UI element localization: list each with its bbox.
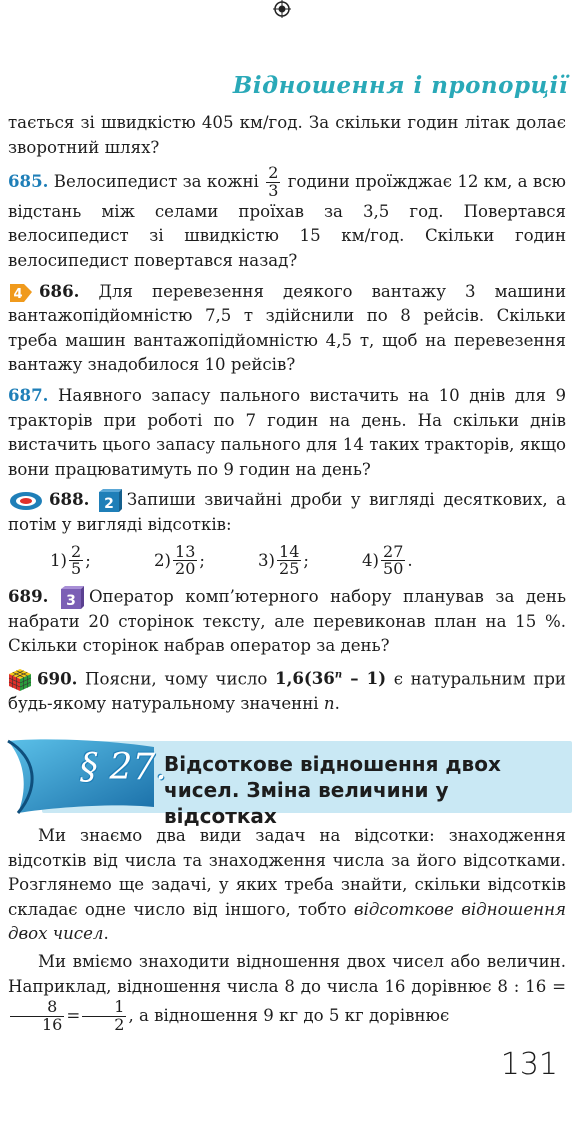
expression-tail: – 1) [342,668,387,689]
task-text: є натуральним при будь-якому натуральному значенні [8,669,566,713]
paragraph-text: Ми знаємо два види задач на відсотки: знаходження відсотків від числа та знаходження числа за його відсотками. Розглянемо ще задачі, у яких треба знайти, скільки відсотків складає одне число від іншого, тобто [8,826,566,919]
task-text: Оператор комп’ютерного набору планував за день набрати 20 сторінок тексту, але перевиконав план на 15 %. Скільки сторінок набрав оператор за день? [8,587,566,656]
list-item [154,541,258,579]
numerator: 2 [268,163,279,183]
badge-number: 2 [104,495,114,512]
fraction-list [50,541,566,579]
paragraph-text: , а відношення 9 кг до 5 кг дорівнює [128,1005,450,1025]
denominator: 25 [279,559,300,579]
task-number: 690. [37,668,78,689]
task-text: Велосипедист за кожні [53,171,259,191]
task-number: 685. [8,170,49,191]
section-title-line: Відсоткове відношення двох [164,752,501,776]
denominator: 20 [175,559,196,579]
paragraph [8,950,566,1034]
item-label: 3) [258,550,276,570]
denominator: 2 [114,1014,125,1034]
numerator: 14 [279,541,300,561]
section-title [164,751,566,829]
task-number: 686. [39,280,80,301]
fraction [10,999,64,1034]
rubiks-cube-icon [8,668,32,692]
fraction [381,541,405,579]
list-item [258,541,362,579]
variable: n [323,694,335,713]
task-text: Наявного запасу пального вистачить на 10 днів для 9 тракторів при роботі по 7 годин на день. На скільки днів вистачить цього запасу пального для 14 таких тракторів, якщо вони працюватимуть по 9 годин на день? [8,385,566,479]
section-body [8,824,566,1034]
badge-number: 3 [66,592,76,609]
task-689 [8,584,566,659]
numerator: 8 [10,999,64,1017]
separator: ; [303,550,309,570]
fraction [266,165,280,200]
punctuation: . [103,924,109,944]
task-687 [8,383,566,482]
task-text: Поясни, чому число [85,669,268,689]
denominator: 16 [42,1014,63,1034]
badge-number: 4 [13,287,23,303]
fraction [69,541,83,579]
task-690 [8,664,566,717]
denominator: 3 [268,180,279,200]
punctuation: . [334,694,340,713]
section-number-value: 27. [109,747,167,788]
intro-text: тається зі швидкістю 405 км/год. За скільки годин літак долає зворотний шлях? [8,113,566,157]
denominator: 5 [71,559,82,579]
fraction [277,541,301,579]
swirl-oral-icon [8,490,44,512]
exponent: n [334,669,343,681]
task-685 [8,165,566,273]
level-2-badge-icon [98,489,122,513]
item-label: 1) [50,550,68,570]
task-text: Для перевезення деякого вантажу 3 машини вантажопідйомністю 7,5 т здійснили по 8 рейсів. Скільки треба машин вантажопідйомністю 4,5 т, щоб на перевезення вантажу знадобилося 10 рейсів? [8,281,566,375]
section-symbol: § [80,747,98,788]
numerator: 1 [82,999,126,1017]
separator: . [407,550,413,570]
registration-mark-icon [273,0,291,18]
task-688 [8,487,566,578]
task-number: 689. [8,586,49,607]
denominator: 50 [383,559,404,579]
page-number: 131 [500,1047,558,1082]
section-title-line: чисел. Зміна величини у відсотках [164,778,449,828]
list-item [50,541,154,579]
task-686 [8,279,566,378]
running-head: Відношення і пропорції [232,72,568,99]
fraction [173,541,197,579]
task-number: 688. [49,489,90,510]
fraction [82,999,126,1034]
task-text: години проїжджає 12 км, а всю відстань між селами проїхав за 3,5 год. Повертався велосипедист зі швидкістю 15 км/год. Скільки годин велосипедист повертався назад? [8,171,566,270]
level-3-badge-icon [60,586,84,610]
task-text: Запиши звичайні дроби у вигляді десяткових, а потім у вигляді відсотків: [8,490,566,534]
item-label: 4) [362,550,380,570]
numerator: 2 [71,541,82,561]
expression: 1,6(36 [275,668,335,689]
list-item [362,541,466,579]
level-4-badge-icon [8,280,34,304]
paragraph [8,824,566,947]
italic-term: відсоткове відношення двох чисел [8,899,566,944]
item-label: 2) [154,550,172,570]
numerator: 27 [383,541,404,561]
expression: 8 : 16 = [497,976,566,996]
equals-sign: = [66,1005,81,1025]
separator: ; [85,550,91,570]
section-number [80,747,167,788]
paragraph-text: Ми вміємо знаходити відношення двох чисел або величин. Наприклад, відношення числа 8 до числа 16 дорівнює [8,951,566,996]
numerator: 13 [175,541,196,561]
section-banner [6,737,566,828]
separator: ; [199,550,205,570]
task-list [8,111,566,717]
task-number: 687. [8,384,49,405]
